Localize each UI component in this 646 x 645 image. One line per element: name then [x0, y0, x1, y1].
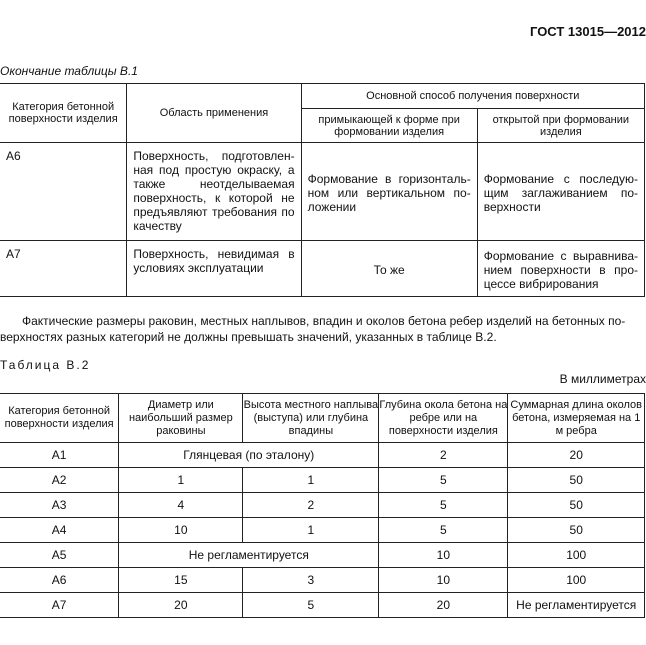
t1-header-area: Область применения — [127, 84, 301, 143]
t2-cell-merged: Глянцевая (по эталону) — [119, 443, 379, 468]
t2-cell-height: 2 — [243, 493, 379, 518]
table-row — [0, 143, 645, 241]
table-row — [0, 241, 645, 297]
t2-cell-merged: Не регламентируется — [119, 543, 379, 568]
t2-cell-depth: 20 — [379, 593, 508, 618]
t1-cell-adjacent: Формование в горизонтальном или вертикальном положении — [301, 143, 477, 241]
paragraph-line-2: верхностях разных категорий не должны превышать значений, указанных в таблице В.2. — [0, 330, 497, 344]
t2-cell-category: А3 — [0, 493, 119, 518]
t2-cell-height: 1 — [243, 468, 379, 493]
t2-cell-diameter: 1 — [119, 468, 243, 493]
t2-cell-length: 50 — [508, 518, 645, 543]
table-row — [0, 443, 645, 468]
t2-cell-diameter: 10 — [119, 518, 243, 543]
t2-cell-length: 100 — [508, 543, 645, 568]
t2-header-category: Категория бетонной поверхности изделия — [0, 394, 119, 443]
t2-cell-depth: 5 — [379, 493, 508, 518]
t1-header-method: Основной способ получения поверхности — [301, 84, 644, 109]
t2-cell-depth: 5 — [379, 468, 508, 493]
table-row — [0, 493, 645, 518]
t2-cell-length: 50 — [508, 468, 645, 493]
t1-header-open: открытой при формовании изделия — [477, 109, 644, 143]
t2-cell-depth: 5 — [379, 518, 508, 543]
t2-cell-length: 50 — [508, 493, 645, 518]
table-b2 — [0, 393, 645, 618]
t2-cell-category: А7 — [0, 593, 119, 618]
t2-cell-diameter: 20 — [119, 593, 243, 618]
table-b1 — [0, 83, 645, 297]
t1-cell-area: Поверхность, подготовленная под простую окраску, а также неотделываемая поверхность, к которой не предъявляют требования по качеству — [127, 143, 301, 241]
t2-cell-length: 20 — [508, 443, 645, 468]
t2-cell-length: Не регламентируется — [508, 593, 645, 618]
t2-cell-category: А6 — [0, 568, 119, 593]
document-header: ГОСТ 13015—2012 — [530, 24, 646, 39]
t2-header-diameter: Диаметр или наибольший размер раковины — [119, 394, 243, 443]
t2-cell-height: 1 — [243, 518, 379, 543]
t1-cell-adjacent: То же — [301, 241, 477, 297]
table1-caption: Окончание таблицы В.1 — [0, 64, 138, 78]
t2-header-length: Суммарная длина околов бетона, измеряемая на 1 м ребра — [508, 394, 645, 443]
t2-cell-category: А2 — [0, 468, 119, 493]
t2-header-height: Высота местного наплыва (выступа) или глубина впадины — [243, 394, 379, 443]
t2-cell-category: А1 — [0, 443, 119, 468]
paragraph-line-1: Фактические размеры раковин, местных наплывов, впадин и околов бетона ребер изделий на бетонных по- — [22, 314, 626, 328]
t1-header-adjacent: примыкающей к форме при формовании изделия — [301, 109, 477, 143]
t2-cell-category: А4 — [0, 518, 119, 543]
t2-cell-depth: 10 — [379, 568, 508, 593]
t2-cell-diameter: 15 — [119, 568, 243, 593]
table-row — [0, 468, 645, 493]
table2-caption: Таблица В.2 — [0, 358, 91, 372]
t2-cell-category: А5 — [0, 543, 119, 568]
t2-header-depth: Глубина окола бетона на ребре или на поверхности изделия — [379, 394, 508, 443]
body-paragraph — [0, 313, 646, 345]
t2-cell-depth: 10 — [379, 543, 508, 568]
units-label: В миллиметрах — [559, 372, 646, 386]
t2-cell-diameter: 4 — [119, 493, 243, 518]
table-row — [0, 543, 645, 568]
t1-cell-open: Формование с последующим заглаживанием поверхности — [477, 143, 644, 241]
table-row — [0, 568, 645, 593]
t2-cell-depth: 2 — [379, 443, 508, 468]
table-row — [0, 518, 645, 543]
t2-cell-height: 5 — [243, 593, 379, 618]
t2-cell-height: 3 — [243, 568, 379, 593]
t1-header-category: Категория бетонной поверхности изделия — [0, 84, 127, 143]
t1-cell-open: Формование с выравниванием поверхности в процессе вибрирования — [477, 241, 644, 297]
t1-cell-category: А7 — [0, 241, 127, 297]
t1-cell-area: Поверхность, невидимая в условиях эксплуатации — [127, 241, 301, 297]
t1-cell-category: А6 — [0, 143, 127, 241]
t2-cell-length: 100 — [508, 568, 645, 593]
table-row — [0, 593, 645, 618]
